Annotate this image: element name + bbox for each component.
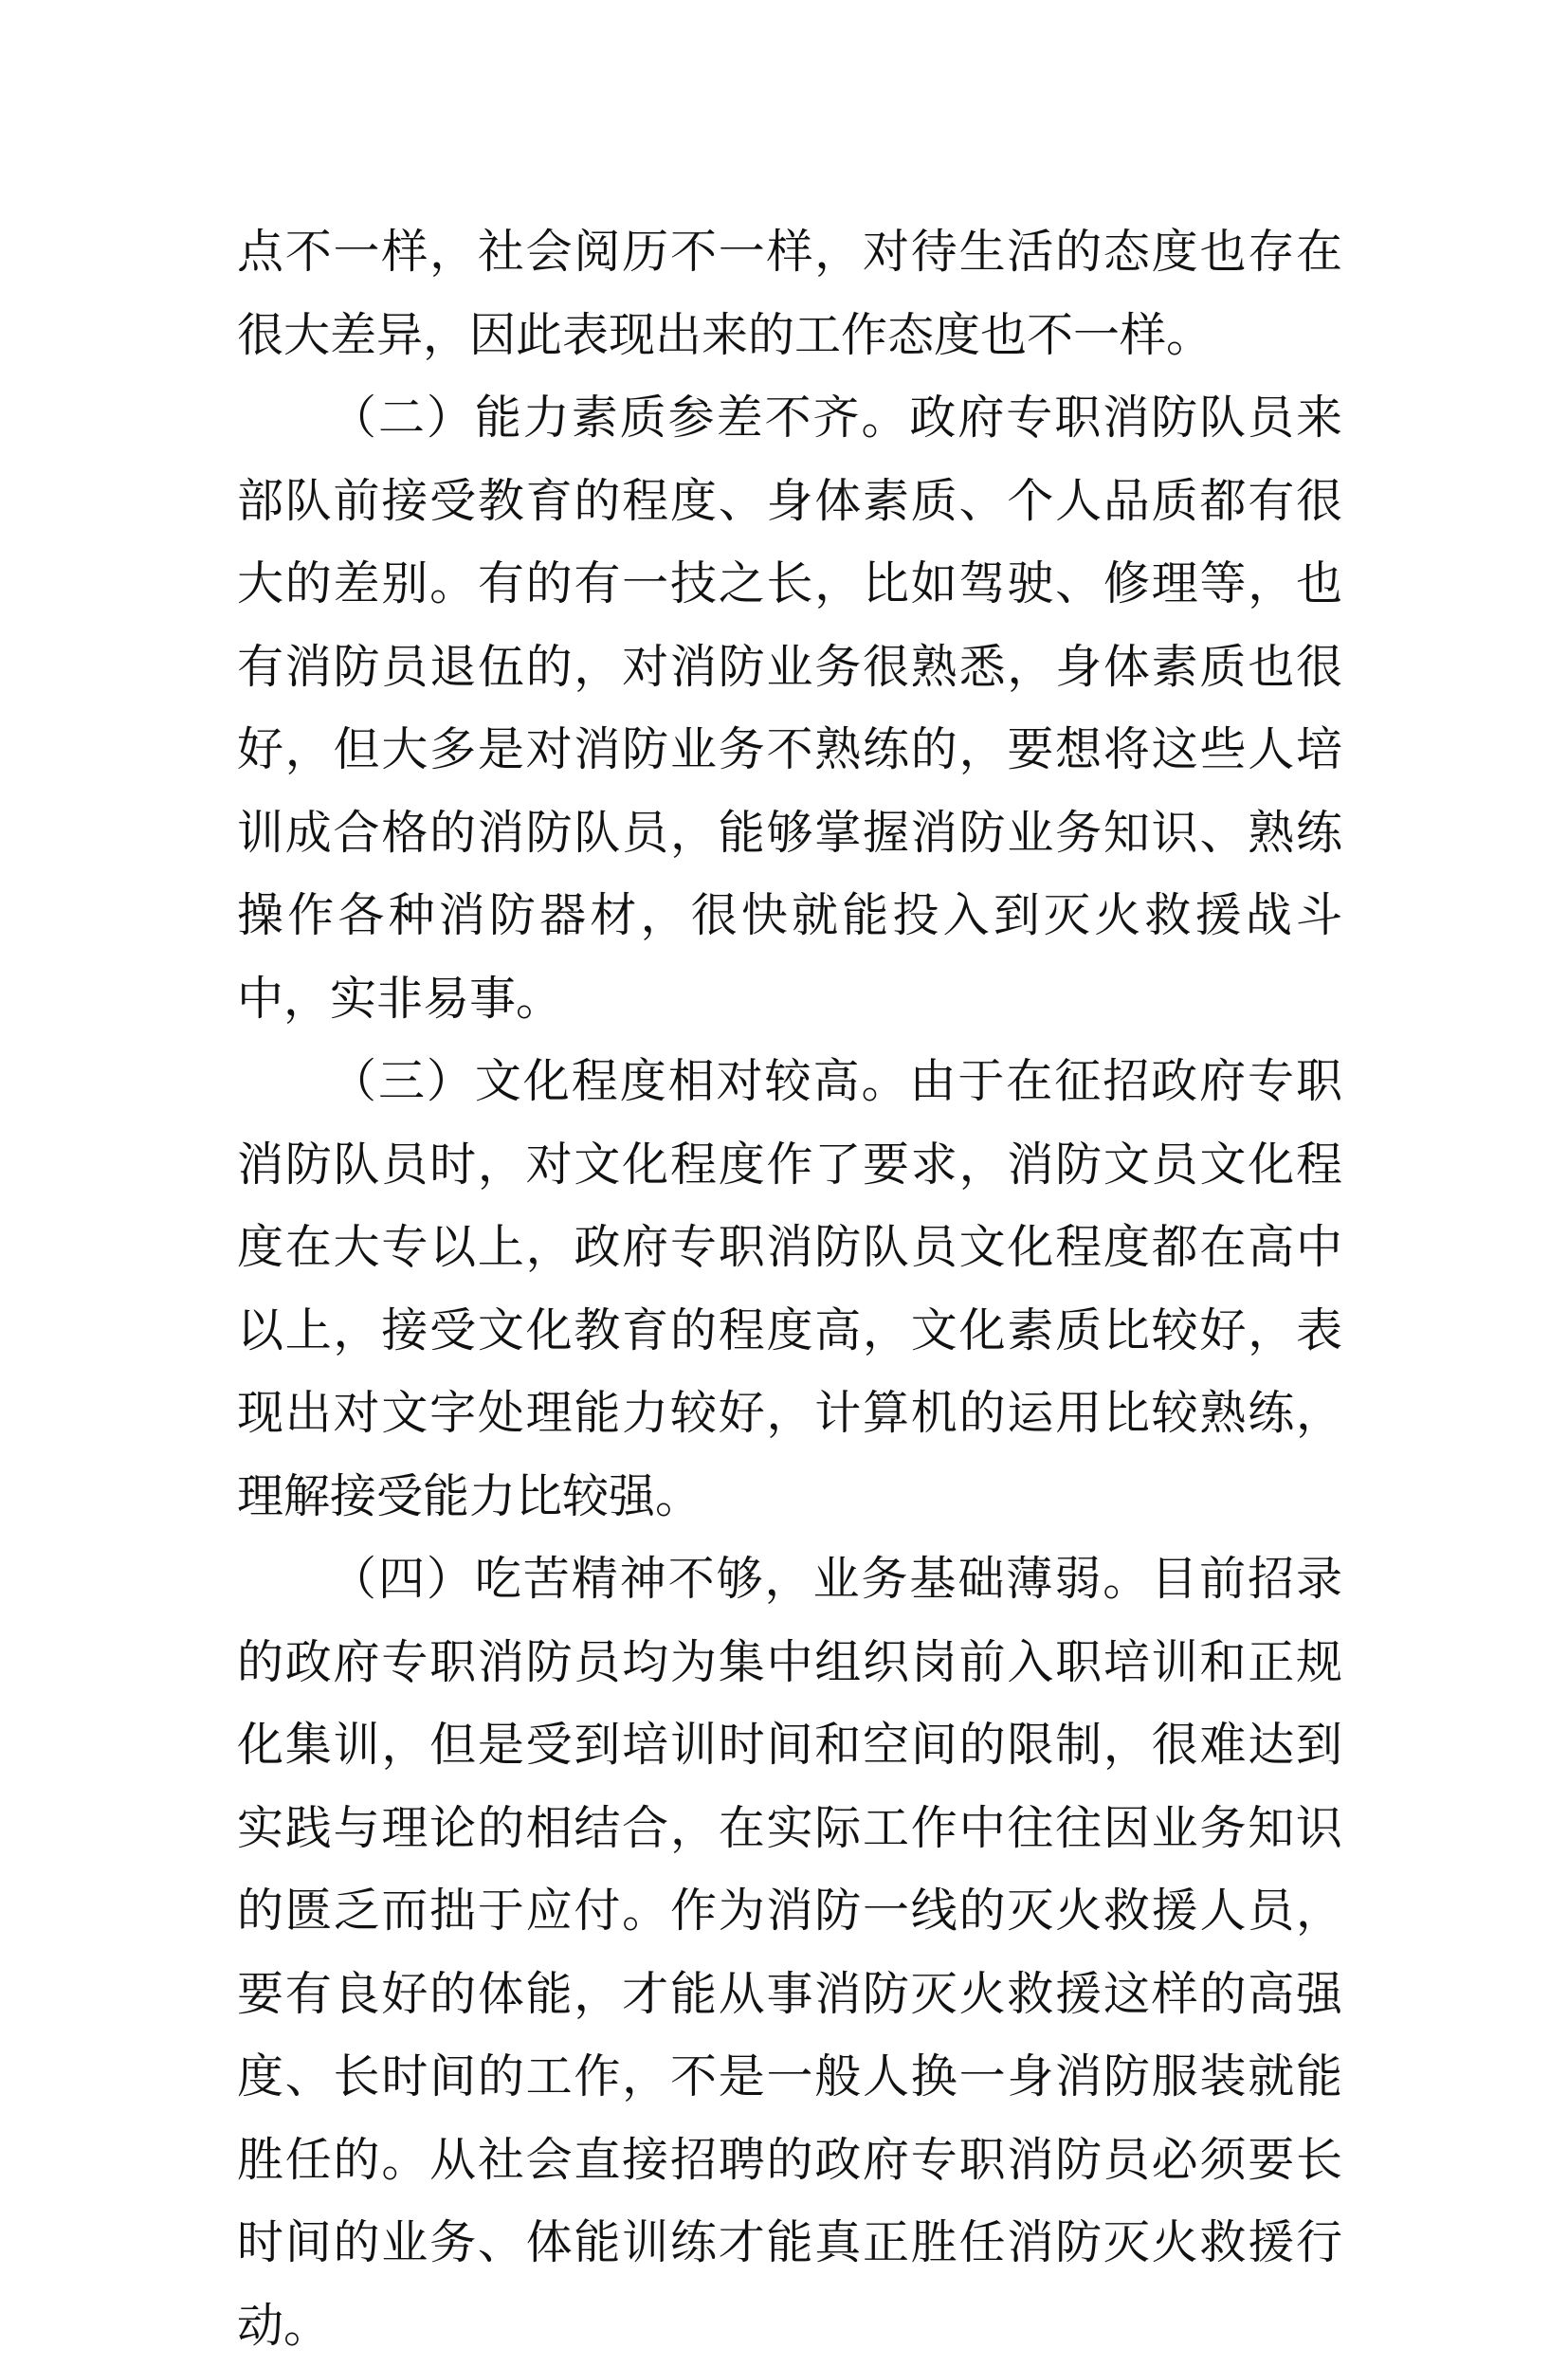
paragraph-hardship-spirit: （四）吃苦精神不够，业务基础薄弱。目前招录的政府专职消防员均为集中组织岗前入职培训和正规化集训，但是受到培训时间和空间的限制，很难达到实践与理论的相结合，在实际工作中往往因业务知识的匮乏而拙于应付。作为消防一线的灭火救援人员，要有良好的体能，才能从事消防灭火救援这样的高强度、长时间的工作，不是一般人换一身消防服装就能胜任的。从社会直接招聘的政府专职消防员必须要长时间的业务、体能训练才能真正胜任消防灭火救援行动。 [237,1552,1342,2353]
paragraph-continuation: 点不一样，社会阅历不一样，对待生活的态度也存在很大差异，因此表现出来的工作态度也不一样。 [237,225,1342,362]
paragraph-ability-quality: （二）能力素质参差不齐。政府专职消防队员来部队前接受教育的程度、身体素质、个人品质都有很大的差别。有的有一技之长，比如驾驶、修理等，也有消防员退伍的，对消防业务很熟悉，身体素质也很好，但大多是对消防业务不熟练的，要想将这些人培训成合格的消防队员，能够掌握消防业务知识、熟练操作各种消防器材，很快就能投入到灭火救援战斗中，实非易事。 [237,391,1342,1026]
document-body [237,210,1342,2367]
paragraph-education-level: （三）文化程度相对较高。由于在征招政府专职消防队员时，对文化程度作了要求，消防文员文化程度在大专以上，政府专职消防队员文化程度都在高中以上，接受文化教育的程度高，文化素质比较好，表现出对文字处理能力较好，计算机的运用比较熟练，理解接受能力比较强。 [237,1054,1342,1523]
